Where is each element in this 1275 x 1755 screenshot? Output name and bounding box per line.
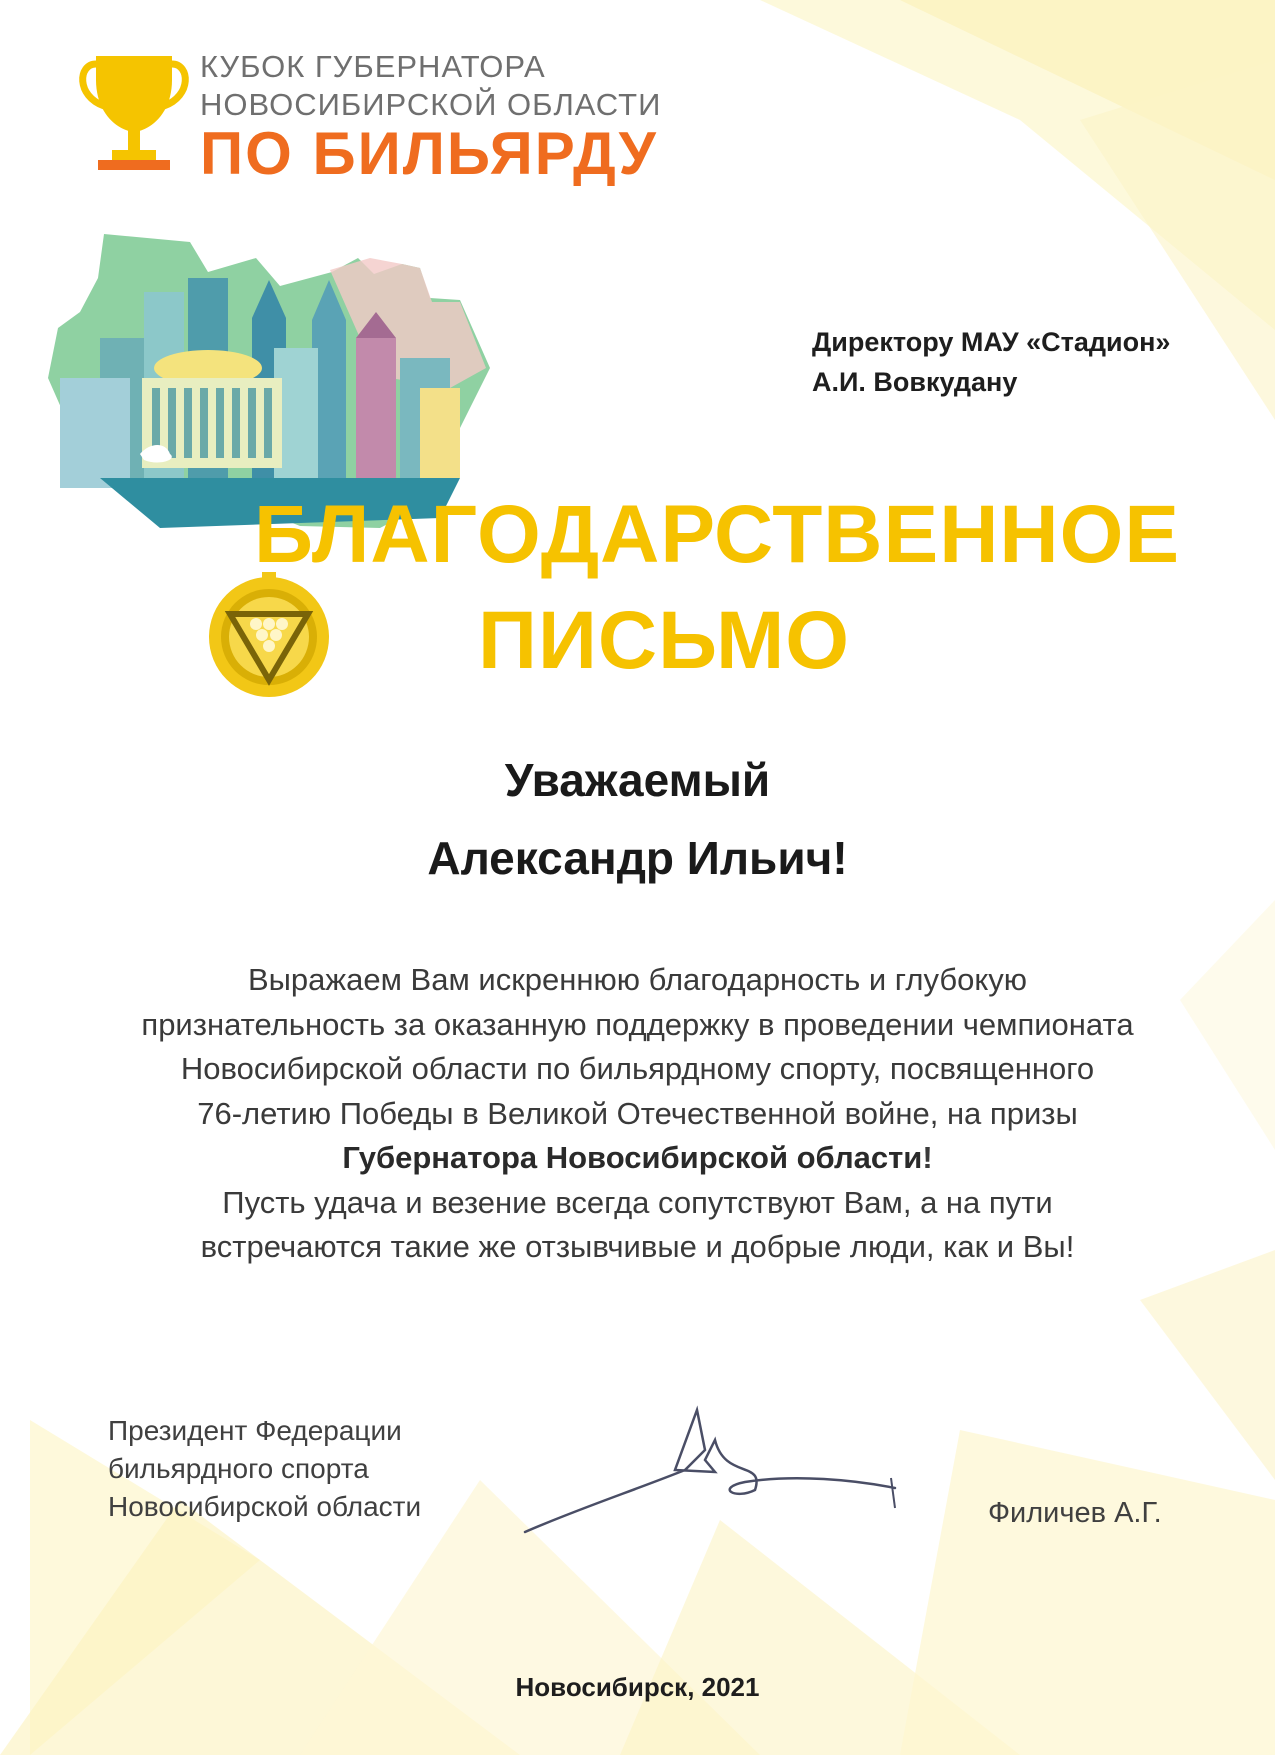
billiard-emblem [204, 572, 334, 702]
body-line-governor [80, 1136, 1195, 1181]
body-line: Пусть удача и везение всегда сопутствуют Вам, а на пути [222, 1184, 1053, 1220]
addressee-position: Директору МАУ «Стадион» [812, 327, 1171, 357]
governor-prize-text: Губернатора Новосибирской области [342, 1140, 923, 1175]
signatory-position-line: бильярдного спорта [108, 1453, 369, 1484]
signatory-position-line: Президент Федерации [108, 1415, 402, 1446]
cup-header-line1: КУБОК ГУБЕРНАТОРА [200, 49, 546, 84]
body-line: Выражаем Вам искреннюю благодарность и глубокую [247, 962, 1028, 997]
letter-body [80, 958, 1195, 1270]
trophy-icon [74, 50, 194, 175]
signatory-position [108, 1412, 421, 1526]
addressee-name: А.И. Вовкудану [812, 367, 1018, 397]
body-exclamation: ! [922, 1140, 933, 1175]
cup-header-line2: НОВОСИБИРСКОЙ ОБЛАСТИ [200, 87, 662, 122]
city-and-year: Новосибирск, 2021 [515, 1672, 760, 1702]
body-line: признательность за оказанную поддержку в проведении чемпионата [141, 1006, 1134, 1042]
document-title-line1: БЛАГОДАРСТВЕННОЕ [254, 489, 1181, 580]
body-line: встречаются такие же отзывчивые и добрые люди, как и Вы! [200, 1229, 1075, 1264]
cup-header-billiards: ПО БИЛЬЯРДУ [200, 120, 658, 187]
greeting-line1: Уважаемый [504, 754, 771, 806]
greeting-line2: Александр Ильич! [427, 832, 848, 884]
signatory-name: Филичев А.Г. [988, 1497, 1162, 1529]
body-line: Новосибирской области по бильярдному спорту, посвященного [180, 1051, 1095, 1086]
document-title-line2: ПИСЬМО [478, 595, 851, 686]
handwritten-signature [515, 1400, 915, 1540]
signatory-position-line: Новосибирской области [108, 1491, 422, 1522]
body-line: 76-летию Победы в Великой Отечественной войне, на призы [197, 1095, 1078, 1131]
